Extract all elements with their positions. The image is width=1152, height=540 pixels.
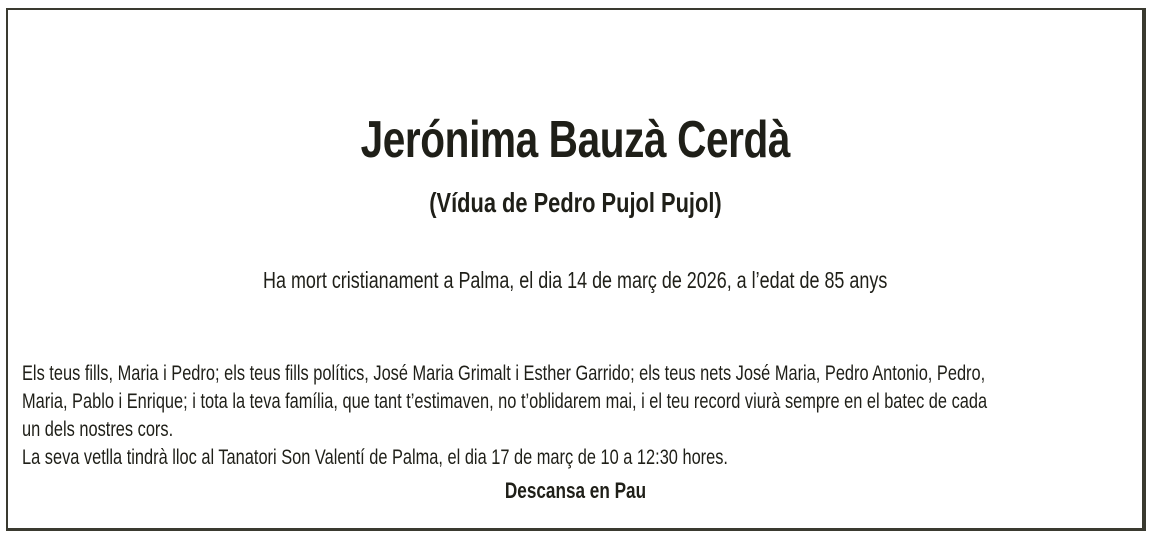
family-paragraph-line xyxy=(22,388,1130,416)
family-paragraph xyxy=(22,360,1130,472)
family-paragraph-line xyxy=(22,416,1130,444)
relationship-line xyxy=(8,186,1142,220)
death-announcement-text: Ha mort cristianament a Palma, el dia 14 de març de 2026, a l’edat de 85 anys xyxy=(262,267,888,293)
wake-info-line xyxy=(22,444,1130,472)
farewell-line xyxy=(8,478,1142,504)
family-paragraph-line-text: Els teus fills, Maria i Pedro; els teus fills polítics, José Maria Grimalt i Esther Garrido; els teus nets José Maria, Pedro Antonio, Pedro, xyxy=(22,362,986,385)
family-paragraph-line-text: Maria, Pablo i Enrique; i tota la teva família, que tant t’estimaven, no t’oblidarem mai, i el teu record viurà sempre en el batec de cada xyxy=(22,390,988,413)
relationship-text: (Vídua de Pedro Pujol Pujol) xyxy=(428,187,722,218)
farewell-text: Descansa en Pau xyxy=(504,478,646,503)
deceased-name-text: Jerónima Bauzà Cerdà xyxy=(360,111,790,169)
death-announcement-line xyxy=(8,266,1142,294)
family-paragraph-line-text: un dels nostres cors. xyxy=(22,418,174,441)
family-paragraph-line xyxy=(22,360,1130,388)
deceased-name xyxy=(8,110,1142,170)
wake-info-text: La seva vetlla tindrà lloc al Tanatori Son Valentí de Palma, el dia 17 de març de 10 a 12:30 hores. xyxy=(22,446,728,469)
obituary-card xyxy=(6,8,1146,531)
